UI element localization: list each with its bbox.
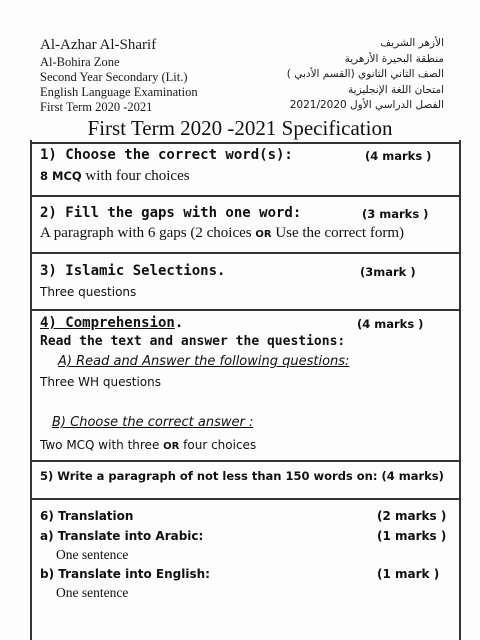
section-4-part-b-heading: B) Choose the correct answer :: [52, 415, 254, 430]
divider-5: [30, 498, 461, 500]
section-1-detail-count: 8 MCQ: [40, 169, 82, 183]
header-ar-line-5: الفصل الدراسي الأول 2021/2020: [289, 99, 444, 111]
section-3-marks: (3mark ): [360, 265, 416, 279]
header-ar-line-4: امتحان اللغة الإنجليزية: [348, 83, 444, 96]
section-4-part-b-b: four choices: [179, 438, 257, 452]
divider-1: [30, 195, 461, 197]
header-arabic: [234, 36, 444, 114]
divider-4: [30, 460, 461, 462]
section-2-marks: (3 marks ): [362, 207, 429, 221]
header-english: [40, 36, 198, 115]
section-4-marks: (4 marks ): [357, 317, 424, 331]
section-1-heading: 1) Choose the correct word(s):: [40, 147, 293, 163]
section-2-detail-a: A paragraph with 6 gaps (2 choices: [40, 225, 256, 241]
table-right-border: [459, 140, 461, 640]
header-en-line-1: Al-Azhar Al-Sharif: [40, 37, 157, 53]
divider-top: [30, 142, 461, 144]
section-4-part-b-or: OR: [163, 441, 180, 452]
section-6-marks: (2 marks ): [377, 509, 447, 523]
section-3-detail: Three questions: [40, 285, 137, 299]
section-4-part-a-detail: Three WH questions: [40, 375, 161, 389]
page-title: First Term 2020 -2021 Specification: [87, 116, 393, 140]
section-6-part-b-marks: (1 mark ): [377, 567, 440, 581]
section-2-detail-b: Use the correct form): [271, 225, 404, 241]
section-4-part-b-a: Two MCQ with three: [40, 438, 164, 452]
section-4-instruction: Read the text and answer the questions:: [40, 334, 346, 349]
header-en-line-4: English Language Examination: [40, 85, 198, 99]
section-6-part-a-marks: (1 marks ): [377, 529, 447, 543]
section-4-heading-dot: .: [174, 315, 184, 331]
table-left-border: [30, 140, 32, 640]
header-en-line-2: Al-Bohira Zone: [40, 55, 120, 69]
header-en-line-5: First Term 2020 -2021: [40, 100, 153, 114]
section-2-or: OR: [255, 229, 272, 240]
header-ar-line-3: الصف الثاني الثانوي (القسم الأدبي ): [286, 68, 444, 80]
section-4-heading: [40, 315, 183, 331]
section-1-detail-rest: with four choices: [81, 168, 190, 184]
section-4-heading-text: 4) Comprehension: [40, 315, 175, 331]
section-6-part-a: a) Translate into Arabic:: [40, 529, 204, 543]
section-4-part-a-heading: A) Read and Answer the following questions:: [58, 354, 350, 369]
header-ar-line-2: منطقة البحيرة الأزهرية: [344, 52, 444, 65]
section-4-part-b-detail: [40, 436, 256, 454]
header-ar-line-1: الأزهر الشريف: [380, 37, 444, 49]
section-1-marks: (4 marks ): [365, 149, 432, 163]
section-2-heading: 2) Fill the gaps with one word:: [40, 205, 302, 221]
section-6-part-b-detail: One sentence: [56, 585, 129, 600]
divider-3: [30, 309, 461, 311]
section-3-heading: 3) Islamic Selections.: [40, 263, 226, 279]
divider-2: [30, 252, 461, 254]
section-1-detail: [40, 167, 190, 185]
section-5-line: 5) Write a paragraph of not less than 150 words on: (4 marks): [40, 469, 444, 483]
section-6-part-a-detail: One sentence: [56, 547, 129, 562]
section-6-heading: 6) Translation: [40, 509, 134, 523]
header-en-line-3: Second Year Secondary (Lit.): [40, 70, 188, 84]
section-2-detail: [40, 225, 404, 242]
section-6-part-b: b) Translate into English:: [40, 567, 210, 581]
